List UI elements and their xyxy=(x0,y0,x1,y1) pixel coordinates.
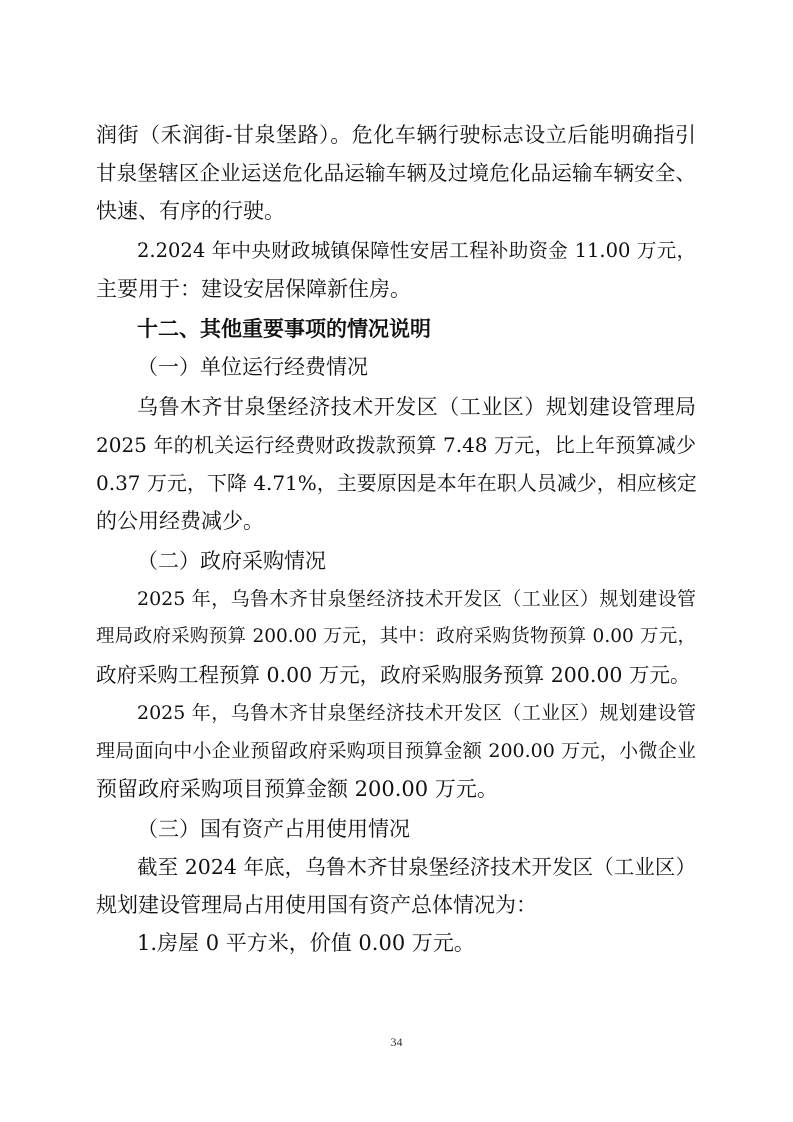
page-number: 34 xyxy=(390,1035,403,1049)
paragraph-text: 乌鲁木齐甘泉堡经济技术开发区（工业区）规划建设管理局 xyxy=(137,395,696,419)
paragraph-text: 预留政府采购项目预算金额 200.00 万元。 xyxy=(96,777,498,801)
paragraph-text: 2025 年，乌鲁木齐甘泉堡经济技术开发区（工业区）规划建设管 xyxy=(137,588,696,610)
paragraph-text: 快速、有序的行驶。 xyxy=(96,199,285,223)
subsection-heading: （一）单位运行经费情况 xyxy=(137,355,368,379)
paragraph-text: 甘泉堡辖区企业运送危化品运输车辆及过境危化品运输车辆安全、 xyxy=(96,161,696,185)
subsection-heading: （三）国有资产占用使用情况 xyxy=(137,817,410,841)
paragraph-text: 主要用于：建设安居保障新住房。 xyxy=(96,277,411,301)
paragraph-text: 理局政府采购预算 200.00 万元，其中：政府采购货物预算 0.00 万元， xyxy=(96,626,696,647)
section-heading: 十二、其他重要事项的情况说明 xyxy=(137,317,431,341)
paragraph-text: 规划建设管理局占用使用国有资产总体情况为： xyxy=(96,893,537,917)
paragraph-text: 政府采购工程预算 0.00 万元，政府采购服务预算 200.00 万元。 xyxy=(96,663,691,687)
subsection-heading: （二）政府采购情况 xyxy=(137,549,326,573)
paragraph-text: 2025 年，乌鲁木齐甘泉堡经济技术开发区（工业区）规划建设管 xyxy=(137,702,696,724)
paragraph-text: 润街（禾润街-甘泉堡路）。危化车辆行驶标志设立后能明确指引 xyxy=(96,123,696,147)
paragraph-text: 0.37 万元，下降 4.71%，主要原因是本年在职人员减少，相应核定 xyxy=(96,471,697,495)
paragraph-text: 的公用经费减少。 xyxy=(96,509,264,533)
paragraph-text: 2.2024 年中央财政城镇保障性安居工程补助资金 11.00 万元， xyxy=(137,239,696,262)
paragraph-text: 理局面向中小企业预留政府采购项目预算金额 200.00 万元，小微企业 xyxy=(96,740,696,762)
paragraph-text: 1.房屋 0 平方米，价值 0.00 万元。 xyxy=(137,931,475,955)
paragraph-text: 2025 年的机关运行经费财政拨款预算 7.48 万元，比上年预算减少 xyxy=(96,433,696,457)
paragraph-text: 截至 2024 年底，乌鲁木齐甘泉堡经济技术开发区（工业区） xyxy=(137,855,696,879)
